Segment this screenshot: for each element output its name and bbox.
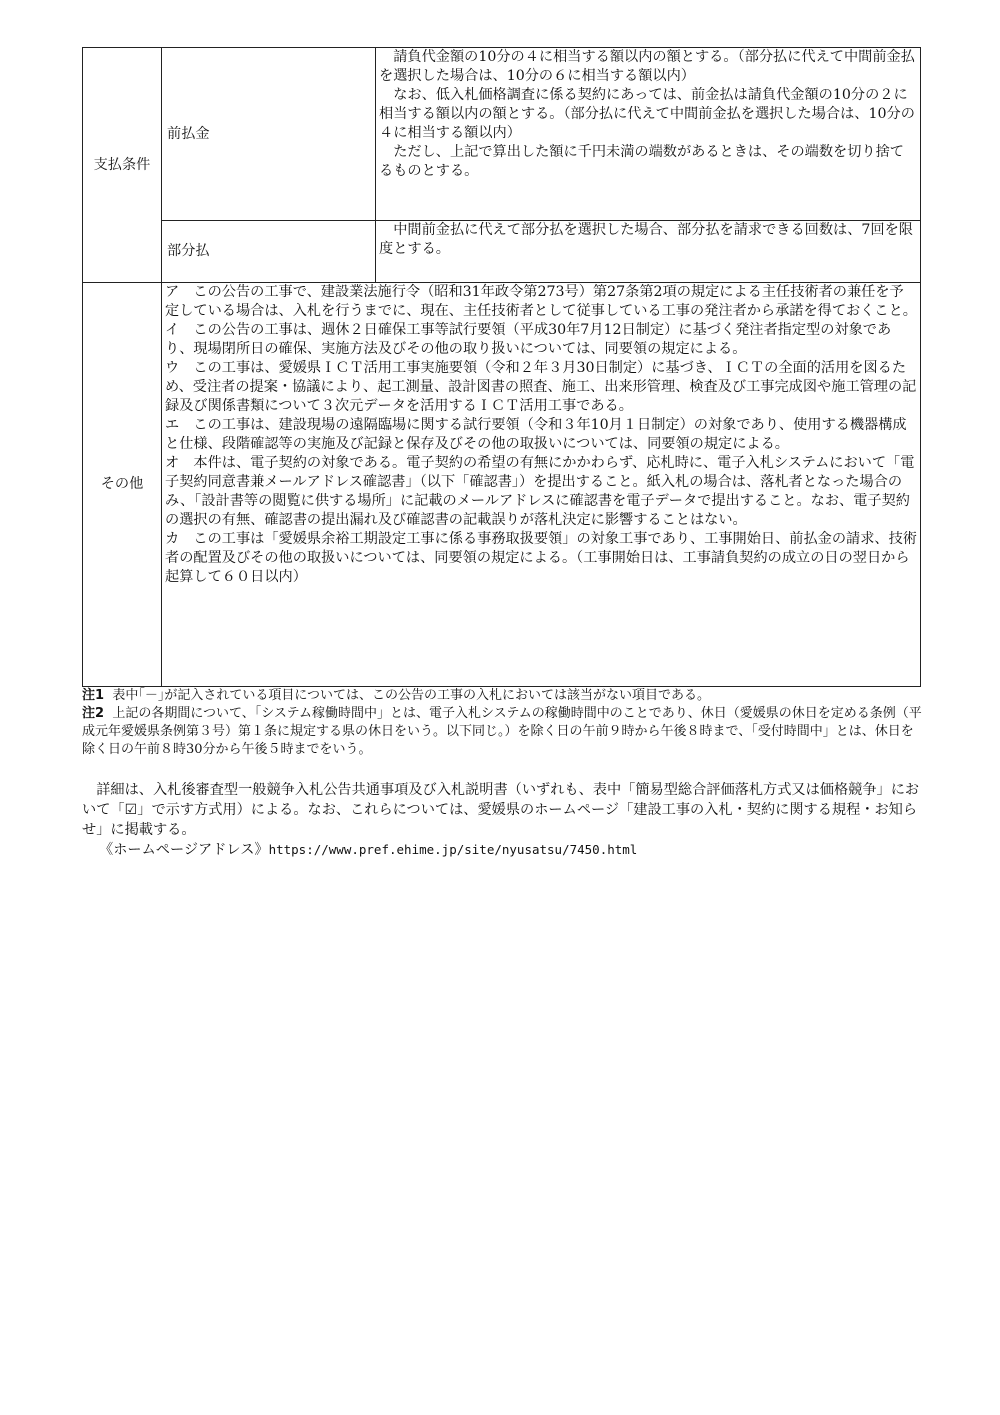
note-2 [82, 705, 922, 759]
other-item-i: イ この公告の工事は、週休２日確保工事等試行要領（平成30年7月12日制定）に基づく発注者指定型の対象であり、現場閉所日の確保、実施方法及びその他の取り扱いについては、同要領の規定による。 [165, 322, 892, 357]
conditions-table [82, 47, 921, 687]
homepage-line [82, 840, 922, 860]
homepage-url[interactable]: https://www.pref.ehime.jp/site/nyusatsu/7450.html [268, 842, 638, 857]
advance-paragraph-1: 請負代金額の10分の４に相当する額以内の額とする。（部分払に代えて中間前金払を選択した場合は、10分の６に相当する額以内） [379, 49, 915, 84]
advance-paragraph-3: ただし、上記で算出した額に千円未満の端数があるときは、その端数を切り捨てるものとする。 [379, 144, 904, 179]
partial-payment-label: 部分払 [162, 221, 376, 283]
note-1-text: 表中｢－｣が記入されている項目については、この公告の工事の入札においては該当がない項目である。 [112, 688, 711, 703]
other-item-o: オ 本件は、電子契約の対象である。電子契約の希望の有無にかかわらず、応札時に、電子入札システムにおいて「電子契約同意書兼メールアドレス確認書」（以下「確認書」）を提出すること。紙入札の場合は、落札者となった場合のみ、「設計書等の閲覧に供する場所」に記載のメールアドレスに確認書を電子データで提出すること。なお、電子契約の選択の有無、確認書の提出漏れ及び確認書の記載誤りが落札決定に影響することはない。 [165, 455, 915, 528]
note-1 [82, 687, 922, 705]
other-item-u: ウ この工事は、愛媛県ＩＣＴ活用工事実施要領（令和２年３月30日制定）に基づき、ＩＣＴの全面的活用を図るため、受注者の提案・協議により、起工測量、設計図書の照査、施工、出来形管理、検査及び工事完成図や施工管理の記録及び関係書類について３次元データを活用するＩＣＴ活用工事である。 [165, 360, 917, 414]
other-cell [162, 283, 921, 687]
advance-payment-cell [376, 48, 921, 221]
partial-payment-text: 中間前金払に代えて部分払を選択した場合、部分払を請求できる回数は、7回を限度とする。 [379, 222, 913, 257]
note-1-label: 注1 [82, 688, 105, 703]
note-2-text: 上記の各期間について、「システム稼働時間中」とは、電子入札システムの稼働時間中のことであり、休日（愛媛県の休日を定める条例（平成元年愛媛県条例第３号）第１条に規定する県の休日をいう。以下同じ。）を除く日の午前９時から午後８時まで、「受付時間中」とは、休日を除く日の午前８時30分から午後５時までをいう。 [82, 706, 922, 757]
other-item-ka: カ この工事は「愛媛県余裕工期設定工事に係る事務取扱要領」の対象工事であり、工事開始日、前払金の請求、技術者の配置及びその他の取扱いについては、同要領の規定による。（工事開始日は、工事請負契約の成立の日の翌日から起算して６０日以内） [165, 531, 917, 585]
notes-section [82, 687, 922, 759]
detail-text: 詳細は、入札後審査型一般競争入札公告共通事項及び入札説明書（いずれも、表中「簡易型総合評価落札方式又は価格競争」において「☑」で示す方式用）による。なお、これらについては、愛媛県のホームページ「建設工事の入札・契約に関する規程・お知らせ」に掲載する。 [82, 782, 920, 838]
note-2-label: 注2 [82, 706, 105, 721]
partial-payment-cell [376, 221, 921, 283]
payment-conditions-label: 支払条件 [83, 48, 162, 283]
other-item-e: エ この工事は、建設現場の遠隔臨場に関する試行要領（令和３年10月１日制定）の対象であり、使用する機器構成と仕様、段階確認等の実施及び記録と保存及びその他の取扱いについては、同要領の規定による。 [165, 417, 907, 452]
other-item-a: ア この公告の工事で、建設業法施行令（昭和31年政令第273号）第27条第2項の規定による主任技術者の兼任を予定している場合は、入札を行うまでに、現在、主任技術者として従事している工事の発注者から承諾を得ておくこと。 [165, 284, 917, 319]
advance-payment-label: 前払金 [162, 48, 376, 221]
homepage-label: 《ホームページアドレス》 [99, 842, 269, 858]
detail-section [82, 780, 922, 860]
other-label: その他 [83, 283, 162, 687]
advance-paragraph-2: なお、低入札価格調査に係る契約にあっては、前金払は請負代金額の10分の２に相当する額以内の額とする。（部分払に代えて中間前金払を選択した場合は、10分の４に相当する額以内） [379, 87, 915, 141]
